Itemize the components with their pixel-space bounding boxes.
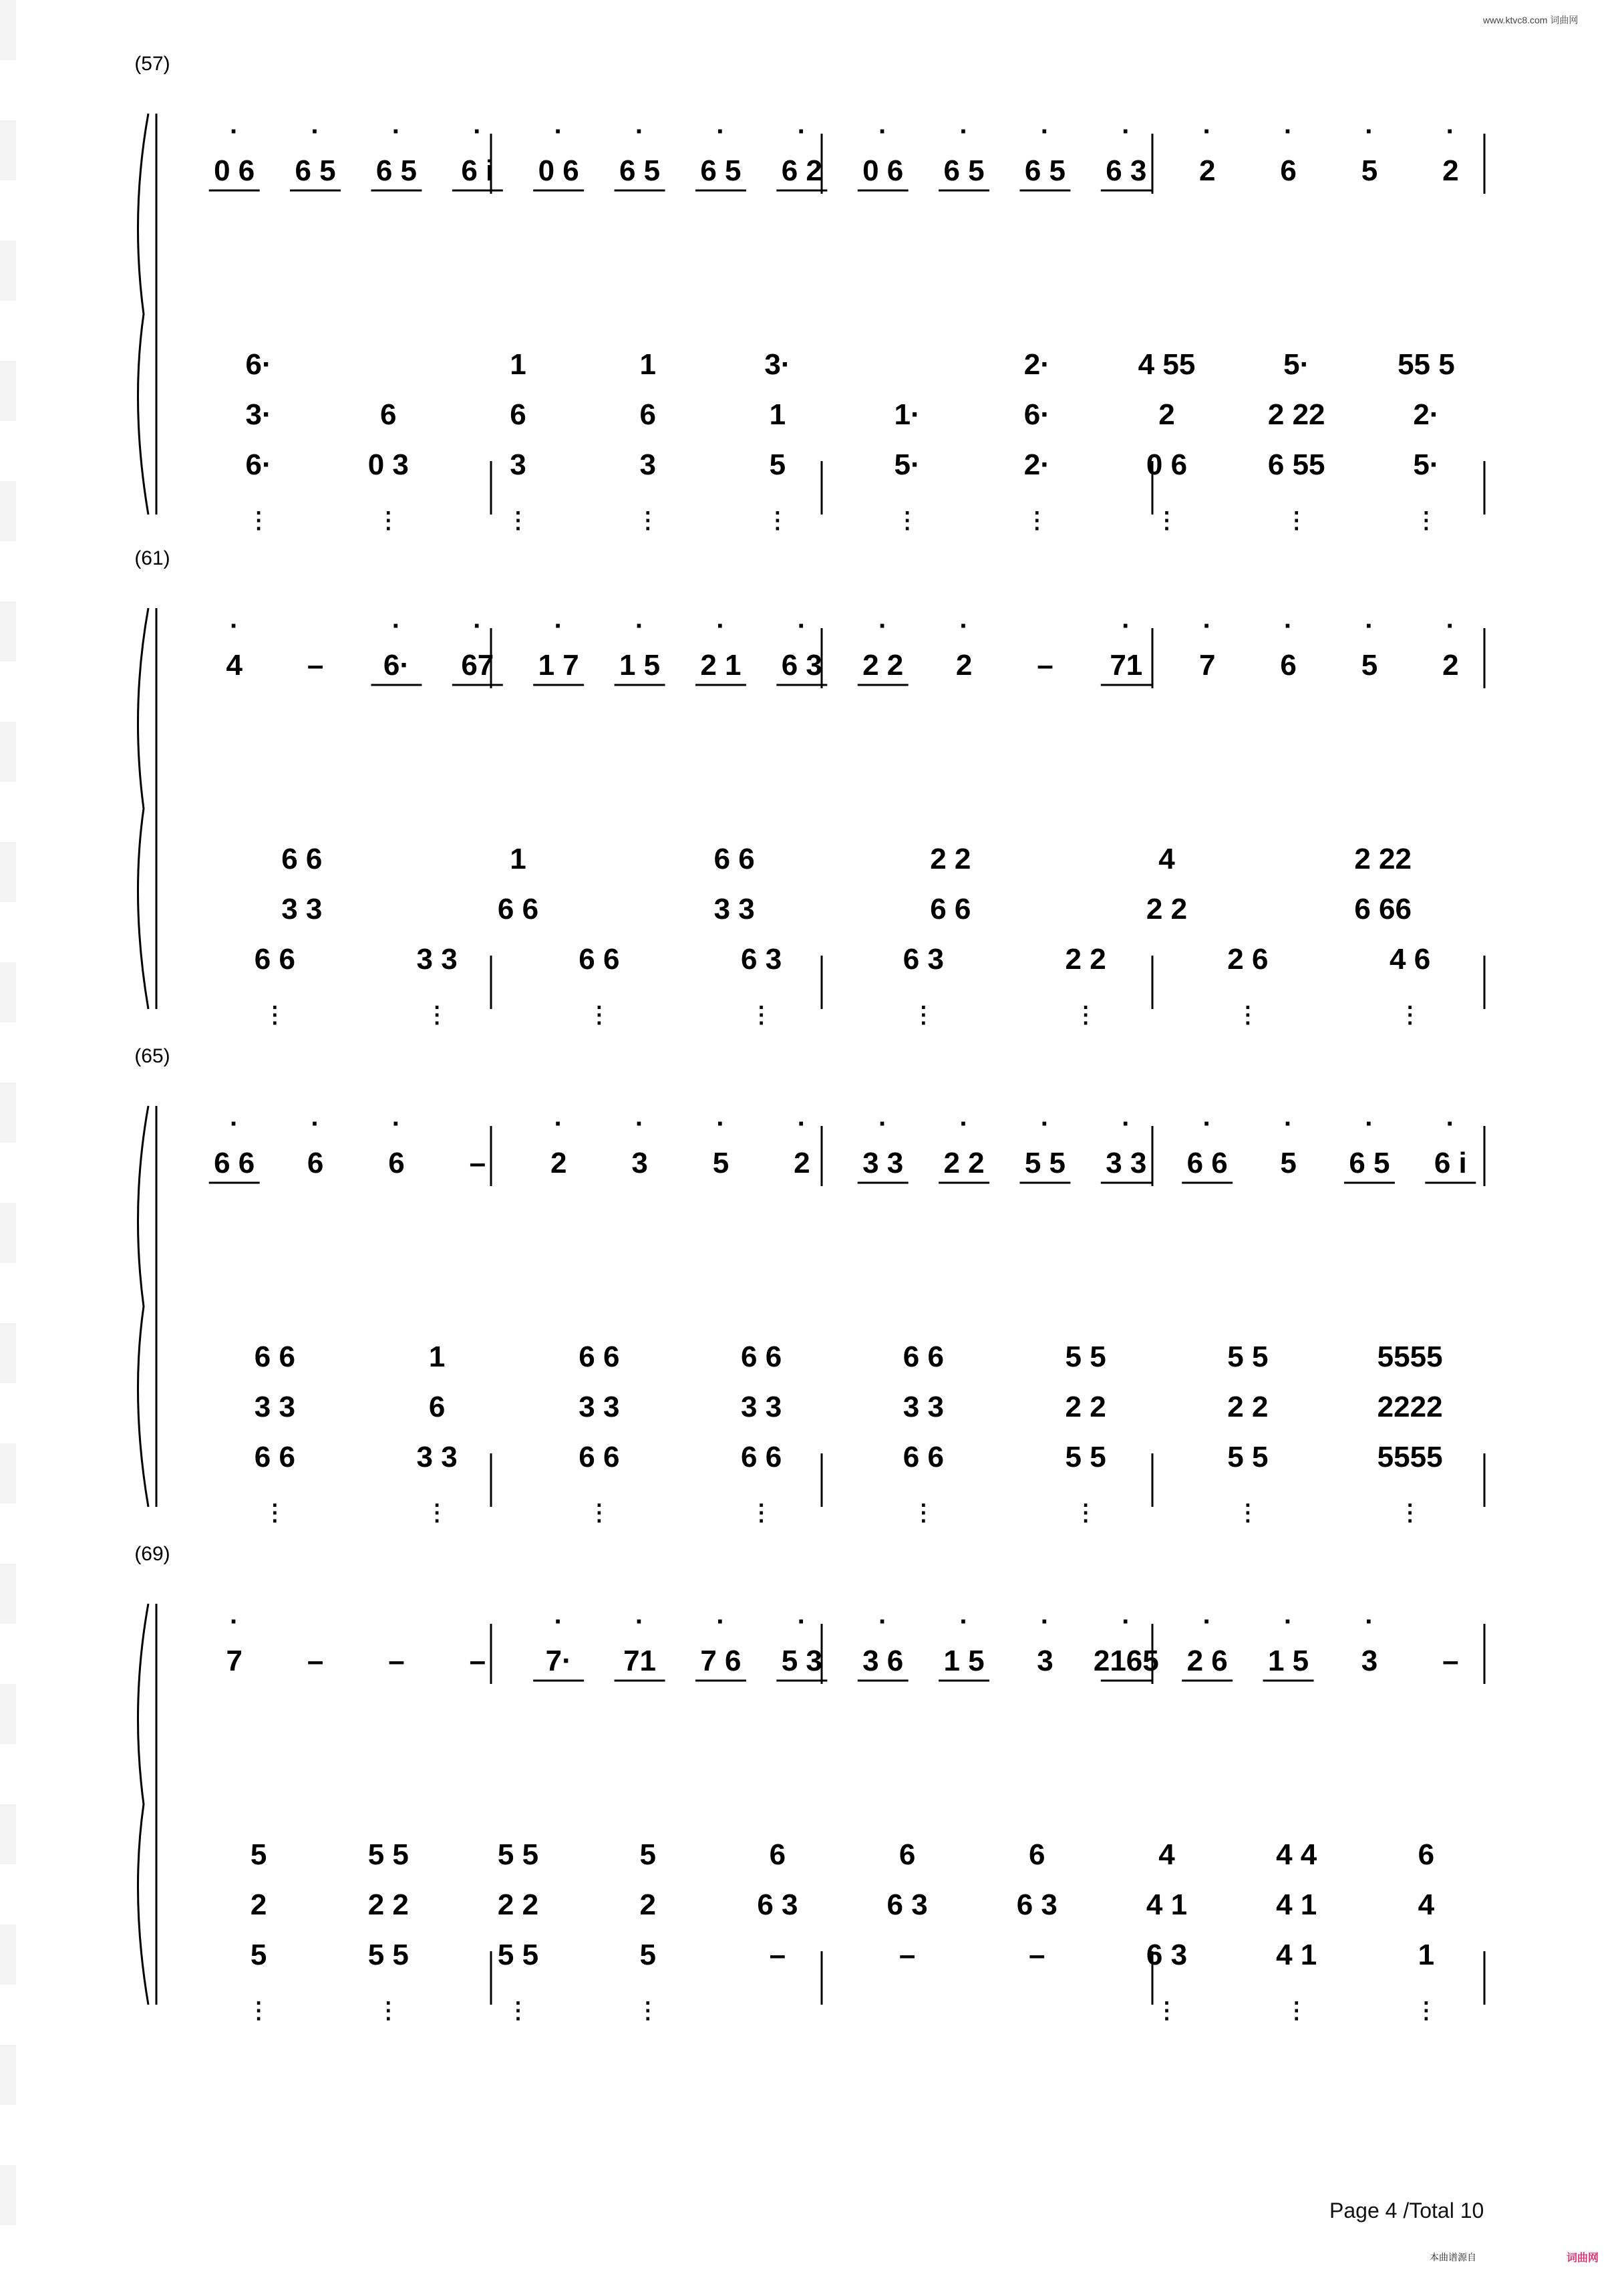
accompaniment-note: 6· bbox=[245, 348, 272, 381]
low-octave-dots: ⋮ bbox=[506, 508, 530, 533]
measure-number: (69) bbox=[134, 1543, 170, 1565]
low-octave-dots: ⋮ bbox=[263, 1500, 287, 1526]
low-octave-dots: ⋮ bbox=[1074, 1500, 1098, 1526]
octave-dot: · bbox=[635, 611, 645, 641]
octave-dot: · bbox=[1283, 1607, 1293, 1636]
octave-dot: · bbox=[797, 611, 806, 641]
melody-note: 6 3 bbox=[1106, 154, 1147, 187]
low-octave-dots: ⋮ bbox=[1414, 508, 1438, 533]
low-octave-dots: ⋮ bbox=[1398, 1002, 1422, 1028]
accompaniment-note: 3 3 bbox=[741, 1391, 782, 1423]
low-octave-dots: ⋮ bbox=[636, 1998, 659, 2023]
low-octave-dots: ⋮ bbox=[377, 508, 400, 533]
accompaniment-note: 2 2 bbox=[1065, 1391, 1106, 1423]
low-octave-dots: ⋮ bbox=[1414, 1998, 1438, 2023]
melody-note: 3 bbox=[631, 1147, 648, 1179]
melody-note: – bbox=[1037, 649, 1053, 682]
melody-note: 6· bbox=[383, 649, 410, 682]
low-octave-dots: ⋮ bbox=[1398, 1500, 1422, 1526]
low-octave-dots: ⋮ bbox=[912, 1002, 935, 1028]
octave-dot: · bbox=[1202, 1109, 1212, 1139]
score-system bbox=[134, 1045, 1484, 1526]
melody-note: 2 bbox=[794, 1147, 810, 1179]
octave-dot: · bbox=[635, 1109, 645, 1139]
melody-note: 1 7 bbox=[538, 649, 579, 682]
octave-dot: · bbox=[878, 117, 888, 146]
measure-number: (57) bbox=[134, 53, 170, 75]
accompaniment-note: 2 6 bbox=[1227, 943, 1269, 976]
accompaniment-note: 0 6 bbox=[1146, 448, 1188, 481]
accompaniment-note: 5· bbox=[894, 448, 921, 481]
accompaniment-note: 3 bbox=[510, 448, 526, 481]
accompaniment-note: 3 bbox=[639, 448, 656, 481]
accompaniment-note: 2 2 bbox=[1065, 943, 1106, 976]
low-octave-dots: ⋮ bbox=[1025, 508, 1049, 533]
melody-note: – bbox=[469, 1645, 486, 1677]
accompaniment-note: 6 3 bbox=[757, 1888, 798, 1921]
accompaniment-note: 4 bbox=[1158, 843, 1175, 875]
melody-note: 2 bbox=[550, 1147, 567, 1179]
octave-dot: · bbox=[1040, 1607, 1050, 1636]
accompaniment-note: – bbox=[1029, 1939, 1045, 1971]
melody-note: 4 bbox=[226, 649, 242, 682]
accompaniment-note: 3 3 bbox=[416, 1441, 458, 1473]
accompaniment-note: 5 5 bbox=[1065, 1441, 1106, 1473]
accompaniment-note: 5555 bbox=[1377, 1340, 1443, 1373]
accompaniment-note: 1 bbox=[1418, 1939, 1435, 1971]
accompaniment-note: 6 bbox=[1418, 1838, 1435, 1871]
site-logo: 词曲网 bbox=[1567, 2253, 1599, 2264]
accompaniment-note: 6 6 bbox=[579, 1340, 620, 1373]
octave-dot: · bbox=[1446, 117, 1455, 146]
accompaniment-note: 5· bbox=[1413, 448, 1440, 481]
octave-dot: · bbox=[391, 117, 401, 146]
octave-dot: · bbox=[1283, 611, 1293, 641]
octave-dot: · bbox=[1446, 1109, 1455, 1139]
low-octave-dots: ⋮ bbox=[1236, 1500, 1259, 1526]
low-octave-dots: ⋮ bbox=[426, 1002, 449, 1028]
accompaniment-note: 6 6 bbox=[903, 1441, 944, 1473]
melody-note: 7 bbox=[1198, 649, 1216, 682]
accompaniment-note: 4 6 bbox=[1390, 943, 1431, 976]
accompaniment-note: 5 bbox=[250, 1838, 267, 1871]
score-system bbox=[134, 53, 1484, 533]
octave-dot: · bbox=[230, 1607, 239, 1636]
accompaniment-note: 6 55 bbox=[1267, 448, 1325, 481]
accompaniment-note: 1 bbox=[639, 348, 656, 381]
accompaniment-note: 6 bbox=[899, 1838, 916, 1871]
accompaniment-note: 5 5 bbox=[1227, 1340, 1269, 1373]
octave-dot: · bbox=[1202, 1607, 1212, 1636]
octave-dot: · bbox=[391, 1109, 401, 1139]
system-brace bbox=[138, 608, 148, 1009]
melody-note: 6 i bbox=[1434, 1147, 1467, 1179]
measure-number: (61) bbox=[134, 547, 170, 569]
accompaniment-note: 5 bbox=[769, 448, 786, 481]
melody-note: 6 5 bbox=[619, 154, 661, 187]
octave-dot: · bbox=[311, 117, 320, 146]
accompaniment-note: 6 6 bbox=[741, 1340, 782, 1373]
accompaniment-note: 2 2 bbox=[1227, 1391, 1269, 1423]
low-octave-dots: ⋮ bbox=[247, 508, 271, 533]
accompaniment-note: 6 3 bbox=[903, 943, 944, 976]
octave-dot: · bbox=[716, 117, 725, 146]
page-number: Page 4 /Total 10 bbox=[1329, 2198, 1484, 2223]
octave-dot: · bbox=[1202, 117, 1212, 146]
accompaniment-note: 2 bbox=[250, 1888, 267, 1921]
accompaniment-note: 3 3 bbox=[579, 1391, 620, 1423]
melody-note: 5 bbox=[1361, 154, 1378, 187]
accompaniment-note: 2 22 bbox=[1354, 843, 1412, 875]
octave-dot: · bbox=[1122, 117, 1131, 146]
accompaniment-note: 1· bbox=[894, 398, 921, 431]
octave-dot: · bbox=[716, 1607, 725, 1636]
octave-dot: · bbox=[797, 117, 806, 146]
melody-note: 5 bbox=[712, 1147, 729, 1179]
source-label: 本曲谱源自 bbox=[1430, 2252, 1476, 2263]
accompaniment-note: 5· bbox=[1283, 348, 1310, 381]
melody-note: 1 5 bbox=[619, 649, 661, 682]
accompaniment-note: 6 6 bbox=[579, 1441, 620, 1473]
accompaniment-note: 6 66 bbox=[1354, 893, 1412, 925]
octave-dot: · bbox=[1365, 117, 1374, 146]
melody-note: 6 5 bbox=[1349, 1147, 1390, 1179]
accompaniment-note: 4 4 bbox=[1276, 1838, 1317, 1871]
octave-dot: · bbox=[230, 117, 239, 146]
octave-dot: · bbox=[1122, 1109, 1131, 1139]
accompaniment-note: 5 bbox=[639, 1838, 656, 1871]
melody-note: 5 5 bbox=[1024, 1147, 1066, 1179]
melody-note: – bbox=[1442, 1645, 1459, 1677]
octave-dot: · bbox=[797, 1607, 806, 1636]
accompaniment-note: 5 5 bbox=[497, 1838, 539, 1871]
low-octave-dots: ⋮ bbox=[587, 1002, 611, 1028]
melody-note: 2 2 bbox=[943, 1147, 985, 1179]
octave-dot: · bbox=[1122, 1607, 1131, 1636]
octave-dot: · bbox=[1365, 1607, 1374, 1636]
accompaniment-note: 6 6 bbox=[713, 843, 755, 875]
accompaniment-note: 5 5 bbox=[1065, 1340, 1106, 1373]
melody-note: 71 bbox=[1110, 649, 1143, 682]
melody-note: 2165 bbox=[1093, 1645, 1159, 1677]
octave-dot: · bbox=[635, 1607, 645, 1636]
melody-note: – bbox=[307, 649, 324, 682]
low-octave-dots: ⋮ bbox=[1285, 1998, 1308, 2023]
accompaniment-note: 1 bbox=[510, 843, 526, 875]
melody-note: 3 3 bbox=[1106, 1147, 1147, 1179]
low-octave-dots: ⋮ bbox=[506, 1998, 530, 2023]
accompaniment-note: 4 55 bbox=[1138, 348, 1196, 381]
accompaniment-note: 6· bbox=[245, 448, 272, 481]
octave-dot: · bbox=[554, 1109, 563, 1139]
accompaniment-note: 55 5 bbox=[1398, 348, 1455, 381]
octave-dot: · bbox=[635, 117, 645, 146]
melody-note: 6 5 bbox=[375, 154, 418, 187]
melody-note: 67 bbox=[461, 649, 494, 682]
melody-note: 6 5 bbox=[943, 154, 985, 187]
score-systems bbox=[134, 53, 1484, 2023]
octave-dot: · bbox=[1283, 117, 1293, 146]
accompaniment-note: 6 3 bbox=[886, 1888, 928, 1921]
accompaniment-note: 4 1 bbox=[1276, 1939, 1317, 1971]
accompaniment-note: 6 6 bbox=[254, 943, 295, 976]
low-octave-dots: ⋮ bbox=[896, 508, 919, 533]
score-system bbox=[134, 1543, 1484, 2023]
accompaniment-note: 6 3 bbox=[741, 943, 782, 976]
melody-note: 6 bbox=[1280, 649, 1297, 682]
accompaniment-note: 6 3 bbox=[1146, 1939, 1188, 1971]
accompaniment-note: 6 6 bbox=[930, 893, 971, 925]
accompaniment-note: 6 bbox=[428, 1391, 446, 1423]
melody-note: 6 bbox=[1280, 154, 1297, 187]
accompaniment-note: 2 bbox=[639, 1888, 656, 1921]
low-octave-dots: ⋮ bbox=[377, 1998, 400, 2023]
low-octave-dots: ⋮ bbox=[263, 1002, 287, 1028]
accompaniment-note: 2 2 bbox=[367, 1888, 409, 1921]
octave-dot: · bbox=[391, 611, 401, 641]
melody-note: 3 6 bbox=[862, 1645, 904, 1677]
melody-note: – bbox=[469, 1147, 486, 1179]
accompaniment-note: 3 3 bbox=[713, 893, 755, 925]
melody-note: 2 bbox=[1442, 649, 1459, 682]
octave-dot: · bbox=[1446, 611, 1455, 641]
accompaniment-note: 6 6 bbox=[903, 1340, 944, 1373]
system-brace bbox=[138, 1604, 148, 2005]
melody-note: 2 bbox=[1198, 154, 1216, 187]
accompaniment-note: 3· bbox=[764, 348, 791, 381]
accompaniment-note: 2· bbox=[1413, 398, 1440, 431]
melody-note: 7· bbox=[545, 1645, 572, 1677]
accompaniment-note: 3 3 bbox=[254, 1391, 295, 1423]
octave-dot: · bbox=[311, 1109, 320, 1139]
accompaniment-note: 2 2 bbox=[497, 1888, 539, 1921]
accompaniment-note: 6 bbox=[380, 398, 397, 431]
melody-note: 2 bbox=[955, 649, 973, 682]
melody-note: 6 2 bbox=[781, 154, 822, 187]
accompaniment-note: 2222 bbox=[1377, 1391, 1443, 1423]
accompaniment-note: 2 22 bbox=[1267, 398, 1325, 431]
accompaniment-note: 6 6 bbox=[254, 1340, 295, 1373]
octave-dot: · bbox=[473, 117, 482, 146]
accompaniment-note: 1 bbox=[428, 1340, 446, 1373]
octave-dot: · bbox=[230, 611, 239, 641]
accompaniment-note: 6 6 bbox=[254, 1441, 295, 1473]
accompaniment-note: 6 6 bbox=[497, 893, 539, 925]
melody-note: 6 bbox=[307, 1147, 324, 1179]
melody-note: 5 bbox=[1280, 1147, 1297, 1179]
octave-dot: · bbox=[878, 611, 888, 641]
melody-note: 0 6 bbox=[862, 154, 904, 187]
accompaniment-note: 3 3 bbox=[281, 893, 323, 925]
melody-note: – bbox=[307, 1645, 324, 1677]
accompaniment-note: 3 3 bbox=[903, 1391, 944, 1423]
accompaniment-note: 4 bbox=[1418, 1888, 1435, 1921]
octave-dot: · bbox=[959, 1607, 969, 1636]
system-brace bbox=[138, 1106, 148, 1507]
accompaniment-note: 6 bbox=[769, 1838, 786, 1871]
accompaniment-note: 5 5 bbox=[497, 1939, 539, 1971]
octave-dot: · bbox=[554, 117, 563, 146]
low-octave-dots: ⋮ bbox=[912, 1500, 935, 1526]
accompaniment-note: 6 6 bbox=[579, 943, 620, 976]
accompaniment-note: 6· bbox=[1023, 398, 1050, 431]
melody-note: 7 bbox=[226, 1645, 242, 1677]
octave-dot: · bbox=[230, 1109, 239, 1139]
octave-dot: · bbox=[878, 1607, 888, 1636]
melody-note: 1 5 bbox=[1267, 1645, 1309, 1677]
octave-dot: · bbox=[716, 1109, 725, 1139]
accompaniment-note: 6 bbox=[1029, 1838, 1045, 1871]
score-system bbox=[134, 547, 1484, 1028]
melody-note: 3 3 bbox=[862, 1147, 904, 1179]
octave-dot: · bbox=[473, 611, 482, 641]
accompaniment-note: 4 1 bbox=[1146, 1888, 1188, 1921]
accompaniment-note: 1 bbox=[769, 398, 786, 431]
measure-number: (65) bbox=[134, 1045, 170, 1067]
accompaniment-note: 2 bbox=[1158, 398, 1175, 431]
melody-note: 6 bbox=[388, 1147, 405, 1179]
melody-note: 6 6 bbox=[1186, 1147, 1228, 1179]
accompaniment-note: 6 bbox=[510, 398, 526, 431]
accompaniment-note: 6 bbox=[639, 398, 656, 431]
accompaniment-note: 3· bbox=[245, 398, 272, 431]
accompaniment-note: – bbox=[899, 1939, 916, 1971]
melody-note: 7 6 bbox=[700, 1645, 742, 1677]
accompaniment-note: 1 bbox=[510, 348, 526, 381]
low-octave-dots: ⋮ bbox=[1236, 1002, 1259, 1028]
melody-note: 3 bbox=[1037, 1645, 1053, 1677]
accompaniment-note: – bbox=[769, 1939, 786, 1971]
melody-note: 71 bbox=[623, 1645, 657, 1677]
low-octave-dots: ⋮ bbox=[750, 1002, 773, 1028]
melody-note: 6 5 bbox=[700, 154, 742, 187]
system-brace bbox=[138, 114, 148, 515]
octave-dot: · bbox=[1040, 1109, 1050, 1139]
low-octave-dots: ⋮ bbox=[1285, 508, 1308, 533]
octave-dot: · bbox=[1122, 611, 1131, 641]
melody-note: 1 5 bbox=[943, 1645, 985, 1677]
accompaniment-note: 2 2 bbox=[930, 843, 971, 875]
octave-dot: · bbox=[959, 1109, 969, 1139]
low-octave-dots: ⋮ bbox=[1155, 508, 1178, 533]
melody-note: 0 6 bbox=[538, 154, 579, 187]
octave-dot: · bbox=[554, 611, 563, 641]
melody-note: 0 6 bbox=[214, 154, 255, 187]
accompaniment-note: 5 5 bbox=[367, 1838, 409, 1871]
low-octave-dots: ⋮ bbox=[766, 508, 789, 533]
octave-dot: · bbox=[797, 1109, 806, 1139]
accompaniment-note: 6 3 bbox=[1016, 1888, 1058, 1921]
accompaniment-note: 4 1 bbox=[1276, 1888, 1317, 1921]
melody-note: 2 1 bbox=[700, 649, 742, 682]
accompaniment-note: 5 5 bbox=[1227, 1441, 1269, 1473]
low-octave-dots: ⋮ bbox=[1074, 1002, 1098, 1028]
accompaniment-note: 6 6 bbox=[281, 843, 323, 875]
octave-dot: · bbox=[959, 611, 969, 641]
accompaniment-note: 5 bbox=[639, 1939, 656, 1971]
accompaniment-note: 3 3 bbox=[416, 943, 458, 976]
melody-note: 6 6 bbox=[214, 1147, 255, 1179]
site-url: www.ktvc8.com 词曲网 bbox=[1483, 15, 1579, 25]
low-octave-dots: ⋮ bbox=[587, 1500, 611, 1526]
low-octave-dots: ⋮ bbox=[636, 508, 659, 533]
melody-note: 5 3 bbox=[781, 1645, 822, 1677]
melody-note: 2 6 bbox=[1186, 1645, 1228, 1677]
octave-dot: · bbox=[1365, 611, 1374, 641]
accompaniment-note: 2 2 bbox=[1146, 893, 1188, 925]
accompaniment-note: 2· bbox=[1023, 448, 1050, 481]
low-octave-dots: ⋮ bbox=[750, 1500, 773, 1526]
octave-dot: · bbox=[554, 1607, 563, 1636]
low-octave-dots: ⋮ bbox=[247, 1998, 271, 2023]
accompaniment-note: 4 bbox=[1158, 1838, 1175, 1871]
melody-note: 6 3 bbox=[781, 649, 822, 682]
accompaniment-note: 2· bbox=[1023, 348, 1050, 381]
low-octave-dots: ⋮ bbox=[1155, 1998, 1178, 2023]
melody-note: 5 bbox=[1361, 649, 1378, 682]
accompaniment-note: 5 5 bbox=[367, 1939, 409, 1971]
melody-note: 2 bbox=[1442, 154, 1459, 187]
melody-note: – bbox=[388, 1645, 405, 1677]
octave-dot: · bbox=[1202, 611, 1212, 641]
octave-dot: · bbox=[959, 117, 969, 146]
melody-note: 6 5 bbox=[295, 154, 336, 187]
melody-note: 3 bbox=[1361, 1645, 1378, 1677]
melody-note: 2 2 bbox=[862, 649, 904, 682]
octave-dot: · bbox=[1283, 1109, 1293, 1139]
octave-dot: · bbox=[1040, 117, 1050, 146]
octave-dot: · bbox=[1365, 1109, 1374, 1139]
accompaniment-note: 0 3 bbox=[367, 448, 409, 481]
accompaniment-note: 5555 bbox=[1377, 1441, 1443, 1473]
melody-note: 6 5 bbox=[1024, 154, 1066, 187]
low-octave-dots: ⋮ bbox=[426, 1500, 449, 1526]
octave-dot: · bbox=[716, 611, 725, 641]
octave-dot: · bbox=[878, 1109, 888, 1139]
accompaniment-note: 5 bbox=[250, 1939, 267, 1971]
melody-note: 6 i bbox=[461, 154, 494, 187]
accompaniment-note: 6 6 bbox=[741, 1441, 782, 1473]
